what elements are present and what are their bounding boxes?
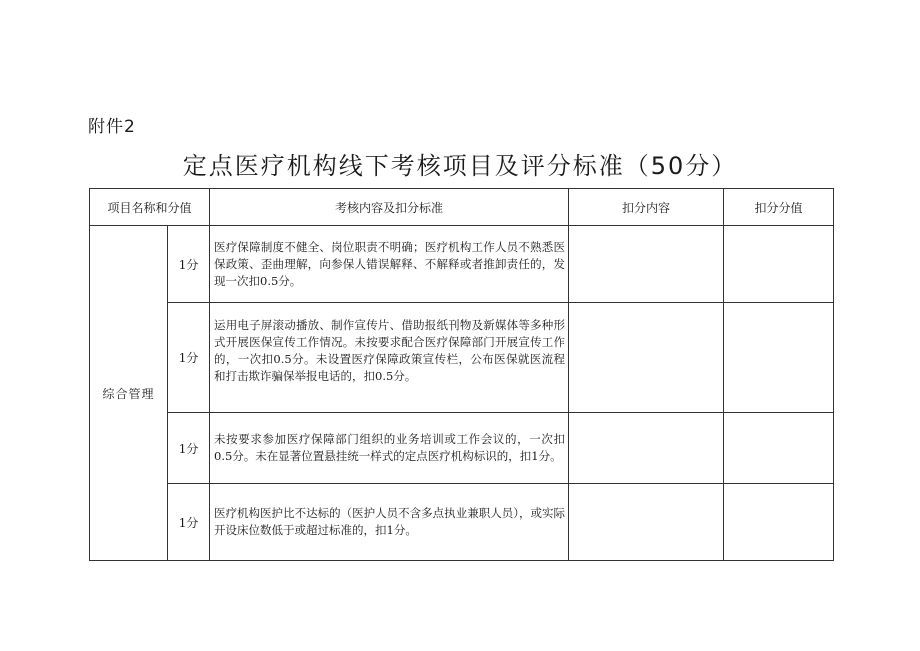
row-score: 1分 [168,484,210,561]
row-deduct-score[interactable] [724,303,834,413]
scoring-table [89,188,834,561]
header-item-name-score: 项目名称和分值 [90,189,210,226]
row-content: 医疗机构医护比不达标的（医护人员不含多点执业兼职人员），或实际开设床位数低于或超过标准的，扣1分。 [210,484,569,561]
row-deduct-score[interactable] [724,413,834,484]
row-deduct-content[interactable] [569,226,724,303]
row-deduct-content[interactable] [569,413,724,484]
row-deduct-score[interactable] [724,226,834,303]
table-row [90,413,834,484]
table-row [90,226,834,303]
row-score: 1分 [168,226,210,303]
table-header-row [90,189,834,226]
table-row [90,303,834,413]
row-deduct-content[interactable] [569,484,724,561]
header-deduct-score: 扣分分值 [724,189,834,226]
row-content: 未按要求参加医疗保障部门组织的业务培训或工作会议的，一次扣0.5分。未在显著位置悬挂统一样式的定点医疗机构标识的，扣1分。 [210,413,569,484]
row-deduct-content[interactable] [569,303,724,413]
category-cell: 综合管理 [90,226,168,561]
header-deduct-content: 扣分内容 [569,189,724,226]
row-score: 1分 [168,303,210,413]
row-content: 运用电子屏滚动播放、制作宣传片、借助报纸刊物及新媒体等多种形式开展医保宣传工作情况。未按要求配合医疗保障部门开展宣传工作的，一次扣0.5分。未设置医疗保障政策宣传栏，公布医保就医流程和打击欺诈骗保举报电话的，扣0.5分。 [210,303,569,413]
table-row [90,484,834,561]
row-content: 医疗保障制度不健全、岗位职责不明确；医疗机构工作人员不熟悉医保政策、歪曲理解，向参保人错误解释、不解释或者推卸责任的，发现一次扣0.5分。 [210,226,569,303]
page-title: 定点医疗机构线下考核项目及评分标准（50分） [182,152,738,180]
attachment-label: 附件2 [88,117,136,137]
row-score: 1分 [168,413,210,484]
row-deduct-score[interactable] [724,484,834,561]
header-content-standard: 考核内容及扣分标准 [210,189,569,226]
